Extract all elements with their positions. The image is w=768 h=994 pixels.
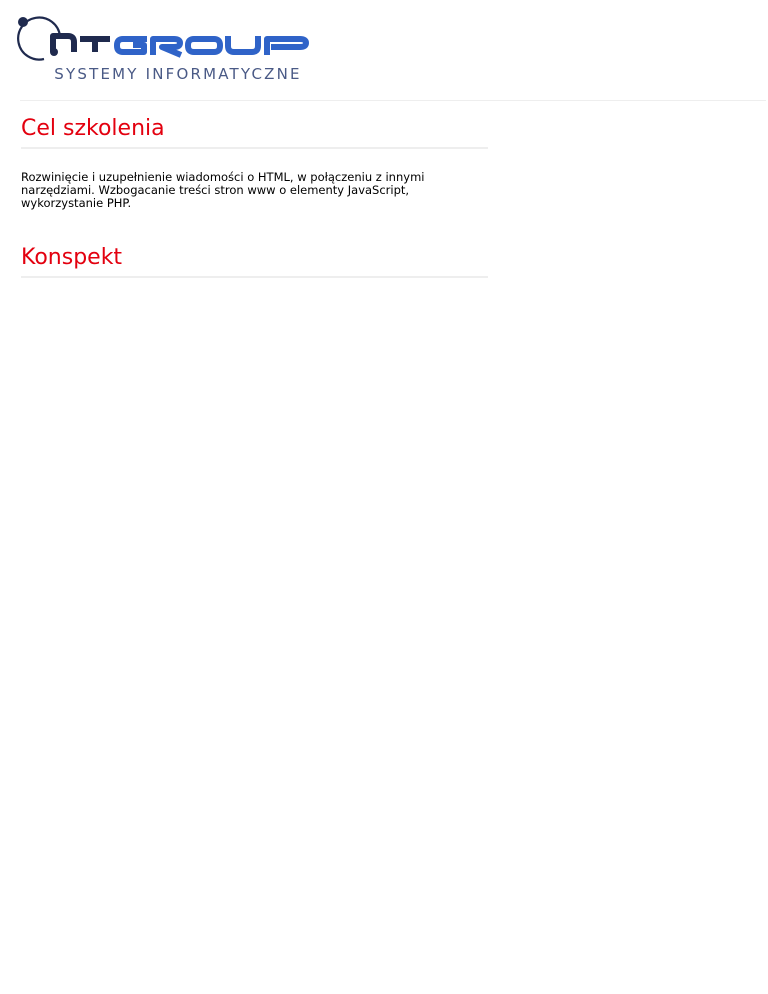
section-body-goal: Rozwinięcie i uzupełnienie wiadomości o HTML, w połączeniu z innymi narzędziami. Wzbogacanie treści stron www o elementy JavaScript, wykorzystanie PHP.	[21, 170, 425, 210]
header-divider	[20, 100, 766, 101]
section-title-outline: Konspekt	[21, 243, 488, 278]
section-title-goal: Cel szkolenia	[21, 114, 488, 149]
main-content	[21, 114, 488, 278]
logo-tagline: SYSTEMY INFORMATYCZNE	[54, 65, 302, 83]
ntgroup-logo	[16, 14, 312, 86]
